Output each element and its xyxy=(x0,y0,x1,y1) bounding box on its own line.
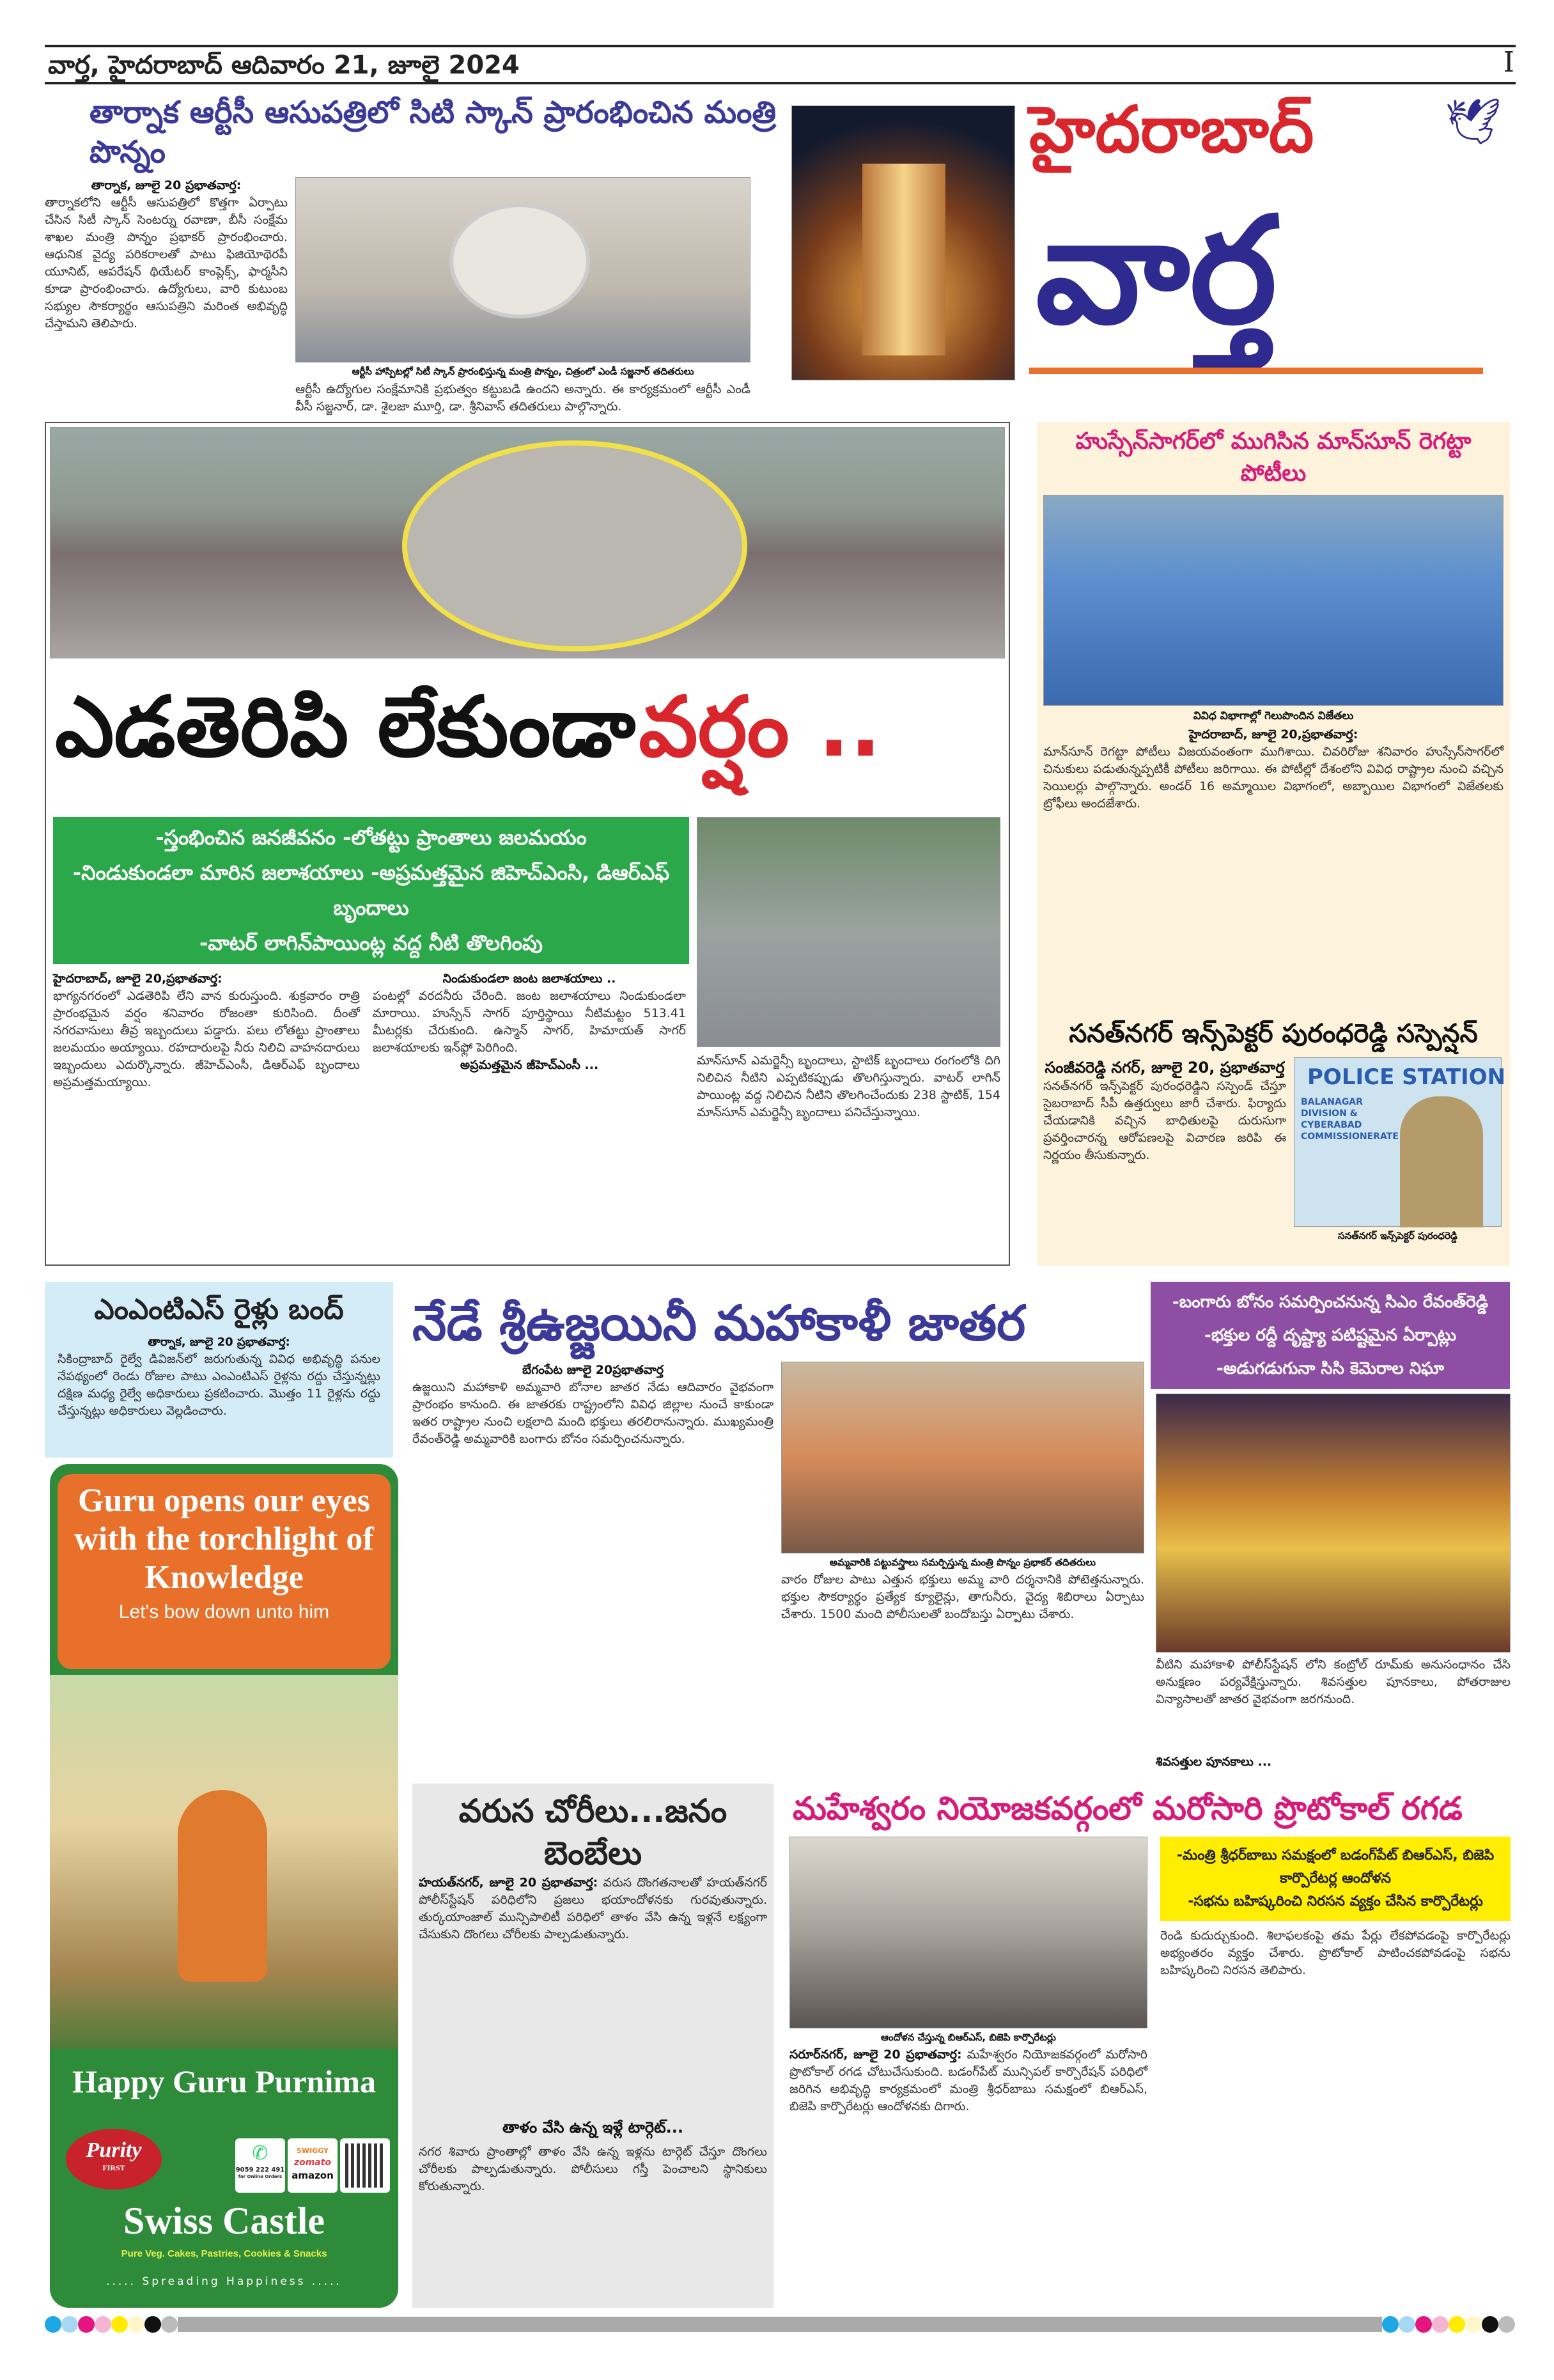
maheshwaram-headline: మహేశ్వరం నియోజకవర్గంలో మరోసారి ప్రొటోకాల్ రగడ xyxy=(793,1790,1463,1827)
charminar-shape xyxy=(862,164,945,355)
maheshwaram-row xyxy=(789,1837,1512,2308)
sanatnagar-body xyxy=(1043,1057,1286,1262)
reg-dot xyxy=(1449,2316,1465,2333)
right-column-box xyxy=(1037,422,1510,1266)
qr-code[interactable] xyxy=(340,2138,390,2193)
rain-story xyxy=(50,427,1005,1261)
maheshwaram-bullets-box xyxy=(1160,1837,1511,1921)
whatsapp-icon: ✆ xyxy=(252,2142,268,2165)
rain-headline-b: వర్షం .. xyxy=(639,678,882,775)
temple-photo xyxy=(1156,1394,1511,1653)
maheshwaram-photo xyxy=(789,1837,1147,2028)
regatta-dateline: హైదరాబాద్, జూలై 20,ప్రభాతవార్త: xyxy=(1188,727,1358,742)
reg-dot xyxy=(61,2316,78,2333)
rtc-photo xyxy=(295,177,750,362)
purity-logo xyxy=(66,2129,162,2189)
maheshwaram-right-column xyxy=(1160,1837,1511,2308)
rain-subhead: -నిండుకుండలా మారిన జలాశయాలు -అప్రమత్తమైన జిహెచ్ఎంసి, డిఆర్ఎఫ్ బృందాలు xyxy=(72,860,670,920)
purity-text: Purity xyxy=(86,2138,142,2162)
sanatnagar-dateline: సంజీవరెడ్డి నగర్, జూలై 20, ప్రభాతవార్త xyxy=(1045,1059,1285,1077)
sanatnagar-caption: సనత్‌నగర్ ఇన్స్‌పెక్టర్ పురంధరెడ్డి xyxy=(1337,1230,1457,1241)
rain-left-column xyxy=(50,817,689,1261)
photo-sign-2: BALANAGAR DIVISION & CYBERABAD COMMISSIONERATE xyxy=(1301,1097,1399,1142)
swiss-castle-logo: Swiss Castle xyxy=(123,2200,325,2242)
theft-body xyxy=(419,1874,767,2112)
reg-dot xyxy=(144,2316,161,2333)
ad-guru-illustration xyxy=(50,1675,398,2049)
ujjaini-bullet: -అడుగడుగునా సిసి కెమెరాల నిఘా xyxy=(1216,1359,1445,1378)
rain-row xyxy=(50,817,1005,1261)
sanatnagar-headline: సనత్‌నగర్ ఇన్స్‌పెక్టర్ పురంధరెడ్డి సస్పెన్షన్ xyxy=(1069,1019,1478,1048)
inspector-photo xyxy=(1294,1057,1506,1227)
temple-column xyxy=(1156,1394,1511,1771)
zomato-label: zomato xyxy=(293,2158,332,2168)
rain-headline-a: ఎడతెరిపి లేకుండా xyxy=(55,678,636,775)
maheshwaram-bullet: -సభను బహిష్కరించి నిరసన వ్యక్తం చేసిన కార్పొరేటర్లు xyxy=(1188,1894,1483,1909)
reg-dot xyxy=(1482,2316,1498,2333)
rain-subhead: -వాటర్ లాగిన్‌పాయింట్ల వద్ద నీటి తొలగింపు xyxy=(199,931,543,955)
theft-text: వరుస దొంగతనాలతో హయత్‌నగర్ పోలీస్‌స్టేషన్ పరిధిలోని ప్రజలు భయాందోళనకు గురవుతున్నారు. తుర్కయాంజాల్ మున్సిపాలిటీ పరిధిలో తాళం వేసి ఉన్న ఇళ్లనే లక్ష్యంగా చేసుకుని దొంగలు చోరీలకు పాల్పడుతున్నారు. xyxy=(419,1876,768,1941)
ujjaini-text: ఉజ్జయిని మహాకాళి అమ్మవారి బోనాల జాతర నేడు ఆదివారం వైభవంగా ప్రారంభం కానుంది. ఈ జాతరకు రాష్ట్రంలోని వివిధ జిల్లాల నుంచే కాకుండా ఇతర రాష్ట్రాల నుంచి లక్షలాది మంది భక్తులు తరలిరానున్నారు. ముఖ్యమంత్రి రేవంత్‌రెడ్డి అమ్మవారికి బంగారు బోనం సమర్పించనున్నారు. xyxy=(412,1380,773,1446)
reg-dot xyxy=(45,2316,61,2333)
amazon-label: amazon xyxy=(291,2170,334,2181)
maheshwaram-dateline: సరూర్‌నగర్, జూలై 20 ప్రభాతవార్త: xyxy=(789,2048,962,2062)
ujjaini-row xyxy=(412,1362,1144,1742)
theft-box xyxy=(412,1784,773,2308)
maheshwaram-left-column xyxy=(789,1837,1147,2308)
maheshwaram-bullet: -మంత్రి శ్రీధర్‌బాబు సమక్షంలో బడంగ్‌పేట్ బిఆర్ఎస్, బిజెపి కార్పొరేటర్ల ఆందోళన xyxy=(1176,1847,1495,1886)
reg-grey-bar xyxy=(178,2317,1382,2332)
maheshwaram-text: మహేశ్వరం నియోజకవర్గంలో మరోసారి ప్రొటోకాల్ రగడ చోటుచేసుకుంది. బడంగ్‌పేట్ మున్సిపల్ కార్పొరేషన్ పరిధిలో జరిగిన అభివృద్ధి కార్యక్రమంలో మంత్రి శ్రీధర్‌బాబు సమక్షంలో బిఆర్ఎస్, బిజెపి కార్పొరేటర్లు ఆందోళనకు దిగారు. xyxy=(789,2048,1147,2113)
theft-headline: వరుస చోరీలు...జనం బెంబేలు xyxy=(458,1793,727,1872)
ad-slogan: ..... Spreading Happiness ..... xyxy=(106,2275,342,2288)
rain-subhead: -స్తంభించిన జనజీవనం -లోతట్టు ప్రాంతాలు జలమయం xyxy=(155,825,587,850)
ujjaini-photo xyxy=(781,1362,1144,1553)
rain-inset-photo xyxy=(402,440,747,651)
ujjaini-subhead: శివసత్తుల పూనకాలు ... xyxy=(1156,1755,1272,1769)
charminar-photo xyxy=(791,105,1015,380)
regatta-text: మాన్‌సూన్ రెగట్టా పోటీలు విజయవంతంగా ముగిశాయి. చివరిరోజు శనివారం హుస్సేన్‌సాగర్‌లో చినుకులు పడుతున్నప్పటికీ పోటీలు జరిగాయి. ఈ పోటీల్లో దేశంలోని వివిధ రాష్ట్రాల నుంచి వచ్చిన సెయిలర్లు పాల్గొన్నారు. అండర్ 16 అమ్మాయిల విభాగంలో, అబ్బాయిల విభాగంలో విజేతలకు ట్రోఫీలు అందజేశారు. xyxy=(1043,745,1503,811)
color-registration-bar xyxy=(45,2315,1515,2333)
sanatnagar-photo-column xyxy=(1294,1057,1506,1262)
maheshwaram-body-2: రెండి కుదుర్చుకుంది. శిలాఫలకంపై తమ పేర్లు లేకపోవడంపై కార్పొరేటర్లు అభ్యంతరం వ్యక్తం చేశారు. ప్రొటోకాల్ పాటించకపోవడంపై సభను బహిష్కరించి నిరసన తెలిపారు. xyxy=(1160,1929,1511,1977)
rtc-body xyxy=(45,177,288,406)
mmts-box xyxy=(45,1282,393,1458)
reg-dot xyxy=(95,2316,111,2333)
whatsapp-badge[interactable] xyxy=(235,2138,285,2193)
masthead-city: హైదరాబాద్ xyxy=(1029,92,1314,167)
purity-sub: FIRST xyxy=(102,2163,125,2172)
masthead-title: వార్త xyxy=(1036,186,1277,357)
maheshwaram-caption: ఆందోళన చేస్తున్న బిఆర్ఎస్, బిజెపి కార్పొరేటర్లు xyxy=(881,2032,1056,2043)
rain-col-1 xyxy=(53,970,360,1261)
guru-figure xyxy=(178,1790,267,1982)
rain-right-column xyxy=(697,817,1000,1261)
rain-text-columns xyxy=(53,970,689,1261)
rtc-text: తార్నాకలోని ఆర్టీసీ ఆసుపత్రిలో కొత్తగా ఏర్పాటు చేసిన సిటీ స్కాన్ సెంటర్ను రవాణా, బీసీ సంక్షేమ శాఖల మంత్రి పొన్నం ప్రభాకర్ ప్రారంభించారు. ఆధునిక వైద్య పరికరాలతో పాటు ఫిజియోథెరపీ యూనిట్, ఆపరేషన్ థియేటర్ కాంప్లెక్స్, ఫార్మసీని కూడా ప్రారంభించారు. ఉద్యోగులు, వారి కుటుంబ సభ్యుల సౌకర్యార్థం ఆసుపత్రిని మరింత అభివృద్ధి చేస్తామని తెలిపారు. xyxy=(45,196,288,331)
ad-headline: Guru opens our eyes with the torchlight of Knowledge xyxy=(74,1482,374,1596)
ujjaini-bullet: -బంగారు బోనం సమర్పించనున్న సిఎం రేవంత్‌రెడ్డి xyxy=(1172,1293,1488,1312)
rain-street-photo xyxy=(697,817,1000,1047)
reg-dot xyxy=(1465,2316,1482,2333)
reg-dot xyxy=(1432,2316,1449,2333)
rtc-story xyxy=(45,93,780,414)
reg-dot xyxy=(1382,2316,1399,2333)
rtc-dateline: తార్నాక, జూలై 20 ప్రభాతవార్త: xyxy=(91,178,242,192)
photo-sign: POLICE STATION xyxy=(1307,1064,1506,1090)
rtc-headline: తార్నాక ఆర్టీసీ ఆసుపత్రిలో సిటి స్కాన్ ప్రారంభించిన మంత్రి పొన్నం xyxy=(89,95,776,170)
header-dateline: వార్త, హైదరాబాద్ ఆదివారం 21, జూలై 2024 xyxy=(48,51,520,80)
rain-headline xyxy=(50,671,1005,808)
theft-body-2: నగర శివారు ప్రాంతాల్లో తాళం వేసి ఉన్న ఇళ్లను టార్గెట్ చేస్తూ దొంగలు చోరీలకు పాల్పడుతున్నారు. పోలీసులు గస్తీ పెంచాలని స్థానికులు కోరుతున్నారు. xyxy=(419,2144,767,2193)
rtc-body-2: ఆర్టీసీ ఉద్యోగుల సంక్షేమానికి ప్రభుత్వం కట్టుబడి ఉందని అన్నారు. ఈ కార్యక్రమంలో ఆర్టీసీ ఎండీ వీసీ సజ్జనార్, డా. శైలజా మూర్తి, డా. శ్రీనివాస్ తదితరులు పాల్గొన్నారు. xyxy=(295,382,750,414)
header-rule-top xyxy=(45,45,1516,47)
theft-dateline: హయత్‌నగర్, జూలై 20 ప్రభాతవార్త: xyxy=(419,1876,598,1890)
rain-subhead-3: అప్రమత్తమైన జీహెచ్ఎంసీ ... xyxy=(460,1058,599,1072)
reg-dot xyxy=(111,2316,128,2333)
rain-photo xyxy=(50,427,1005,658)
maheshwaram-story xyxy=(789,1787,1512,2308)
reg-dot xyxy=(1399,2316,1415,2333)
ujjaini-body xyxy=(412,1362,773,1742)
ujjaini-bullets-box xyxy=(1151,1282,1510,1389)
swiss-castle-ad[interactable] xyxy=(50,1464,398,2308)
regatta-caption: వివిధ విభాగాల్లో గెలుపొందిన విజేతలు xyxy=(1193,710,1354,722)
qr-code-icon xyxy=(345,2143,385,2188)
swiggy-label: SWIGGY xyxy=(297,2147,329,2155)
reg-dot xyxy=(78,2316,95,2333)
regatta-headline: హుస్సేన్‌సాగర్‌లో ముగిసిన మాన్‌సూన్ రెగట్టా పోటీలు xyxy=(1075,428,1472,486)
rtc-caption: ఆర్టీసీ హాస్పిటల్లో సిటీ స్కాన్ ప్రారంభిస్తున్న మంత్రి పొన్నం, చిత్రంలో ఎండీ సజ్జనార్ తదితరులు xyxy=(352,366,694,377)
reg-dot xyxy=(161,2316,178,2333)
ad-phone: 9059 222 491 xyxy=(235,2166,285,2174)
ad-tagline: Pure Veg. Cakes, Pastries, Cookies & Snacks xyxy=(121,2248,327,2259)
rain-col-2 xyxy=(373,970,686,1261)
inspector-figure xyxy=(1400,1096,1483,1227)
ujjaini-caption: అమ్మవారికి పట్టువస్త్రాలు సమర్పిస్తున్న మంత్రి పొన్నం ప్రభాకర్ తదితరులు xyxy=(829,1557,1096,1568)
reg-dot xyxy=(1498,2316,1515,2333)
ujjaini-photo-column xyxy=(781,1362,1144,1742)
sanatnagar-row xyxy=(1043,1057,1506,1262)
ujjaini-story xyxy=(412,1291,1144,1742)
ad-subline: Let's bow down unto him xyxy=(118,1601,330,1622)
sanatnagar-text: సనత్‌నగర్ ఇన్స్‌పెక్టర్ పురంధరెడ్డిని సస్పెండ్ చేస్తూ సైబరాబాద్ సీపీ ఉత్తర్వులు జారీ చేశారు. ఫిర్యాదు చేయడానికి వచ్చిన బాధితులపై దురుసుగా ప్రవర్తించారన్న ఆరోపణలపై విచారణ జరిపి ఈ నిర్ణయం తీసుకున్నారు. xyxy=(1043,1079,1286,1162)
rain-subhead-2: నిండుకుండలా జంట జలాశయాలు .. xyxy=(442,972,616,986)
theft-subhead: తాళం వేసి ఉన్న ఇళ్లే టార్గెట్... xyxy=(502,2118,683,2136)
reg-dot xyxy=(1415,2316,1432,2333)
ujjaini-headline: నేడే శ్రీఉజ్జయినీ మహాకాళీ జాతర xyxy=(412,1295,1026,1351)
ujjaini-bullet: -భక్తుల రద్దీ దృష్ట్యా పటిష్టమైన ఏర్పాట్లు xyxy=(1204,1326,1456,1345)
ad-quote-box xyxy=(58,1474,391,1669)
mmts-body: సికింద్రాబాద్ రైల్వే డివిజన్‌లో జరుగుతున్న వివిధ అభివృద్ధి పనుల నేపథ్యంలో రెండు రోజుల పాటు ఎంఎంటిఎస్ రైళ్లను రద్దు చేస్తున్నట్లు దక్షిణ మధ్య రైల్వే అధికారులు ప్రకటించారు. మొత్తం 11 రైళ్లను రద్దు చేస్తున్నట్లు అధికారులు వెల్లడించారు. xyxy=(58,1352,380,1418)
ad-phone-sub: for Online Orders xyxy=(238,2174,283,2179)
header-rule-bottom xyxy=(45,82,1516,84)
ad-greeting: Happy Guru Purnima xyxy=(72,2064,377,2099)
ct-scanner-shape xyxy=(449,203,590,318)
maheshwaram-body xyxy=(789,2046,1147,2308)
bird-logo-icon: 🕊 xyxy=(1445,95,1502,148)
regatta-photo xyxy=(1043,495,1503,706)
ujjaini-body-3: వీటిని మహాకాళి పోలీస్‌స్టేషన్ లోని కంట్రోల్ రూమ్‌కు అనుసంధానం చేసి అనుక్షణం పర్యవేక్షిస్తున్నారు. శివసత్తుల పూనకాలు, పోతరాజుల విన్యాసాలతో జాతర వైభవంగా జరగనుంది. xyxy=(1156,1658,1511,1706)
rtc-row xyxy=(45,177,780,414)
rain-dateline: హైదరాబాద్, జూలై 20,ప్రభాతవార్త: xyxy=(53,972,222,986)
delivery-badge[interactable] xyxy=(288,2138,338,2193)
rain-col1-text: భాగ్యనగరంలో ఎడతెరిపి లేని వాన కురుస్తుంది. శుక్రవారం రాత్రి ప్రారంభమైన వర్షం శనివారం రోజంతా కురిసింది. దీంతో నగరవాసులు తీవ్ర ఇబ్బందులు పడ్డారు. పలు లోతట్టు ప్రాంతాలు జలమయం అయ్యాయి. రహదారులపై నీరు నిలిచి వాహనదారులు ఇబ్బందులు ఎదుర్కొన్నారు. జీహెచ్ఎంసీ, డిఆర్ఎఫ్ బృందాలు అప్రమత్తమయ్యాయి. xyxy=(53,989,360,1089)
page-marker: I xyxy=(1503,46,1514,79)
rain-col2-text: పంటల్లో వరదనీరు చేరింది. జంట జలాశయాలు నిండుకుండలా మారాయి. హుస్సేన్ సాగర్ పూర్తిస్థాయి నీటిమట్టం 513.41 మీటర్లకు చేరుకుంది. ఉస్మాన్ సాగర్, హిమాయత్ సాగర్ జలాశయాలకు ఇన్‌ఫ్లో పెరిగింది. xyxy=(373,989,686,1055)
rain-subheads-box xyxy=(53,817,689,964)
rtc-photo-column xyxy=(295,177,750,414)
ujjaini-body-2: వారం రోజుల పాటు ఎత్తున భక్తులు అమ్మ వారి దర్శనానికి పోటెత్తనున్నారు. భక్తుల సౌకర్యార్థం ప్రత్యేక క్యూలైన్లు, తాగునీరు, వైద్య శిబిరాలు ఏర్పాటు చేశారు. 1500 మంది పోలీసులతో బందోబస్తు ఏర్పాటు చేశారు. xyxy=(781,1573,1144,1621)
mmts-headline: ఎంఎంటిఎస్ రైళ్లు బంద్ xyxy=(94,1293,344,1326)
regatta-body xyxy=(1043,726,1503,1010)
reg-dot xyxy=(128,2316,144,2333)
rain-col-3: మాన్‌సూన్ ఎమర్జెన్సీ బృందాలు, స్టాటిక్ బృందాలు రంగంలోకి దిగి నిలిచిన నీటిని ఎప్పటికప్పుడు తొలగిస్తున్నారు. వాటర్ లాగిన్ పాయింట్ల వద్ద నిలిచిన నీటిని తొలగించేందుకు 238 స్టాటిక్, 154 మాన్‌సూన్ ఎమర్జెన్సీ బృందాలు పనిచేస్తున్నాయి. xyxy=(697,1054,1000,1119)
mmts-dateline: తార్నాక, జూలై 20 ప్రభాతవార్త: xyxy=(148,1335,290,1349)
ujjaini-dateline: బేగంపేట జూలై 20ప్రభాతవార్త xyxy=(522,1363,664,1377)
masthead-underline xyxy=(1029,368,1483,374)
